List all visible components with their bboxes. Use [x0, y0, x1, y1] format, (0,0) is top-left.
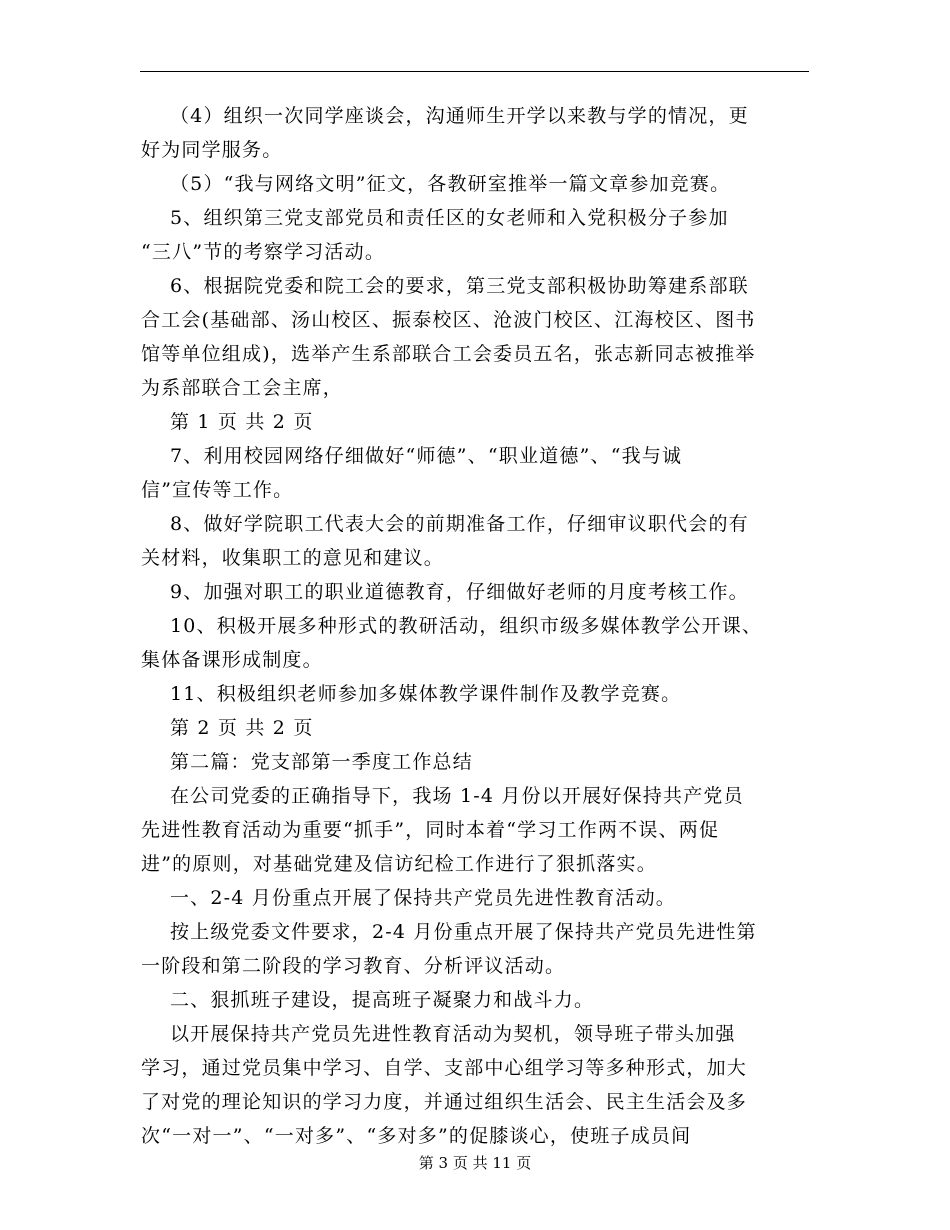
text-line: 合工会(基础部、汤山校区、振泰校区、沧波门校区、江海校区、图书: [141, 309, 756, 331]
text-line: 5、组织第三党支部党员和责任区的女老师和入党积极分子参加: [141, 207, 729, 229]
text-line: 信”宣传等工作。: [141, 479, 294, 501]
text-line: 馆等单位组成)，选举产生系部联合工会委员五名，张志新同志被推举: [141, 343, 756, 365]
text-line: 一、2-4 月份重点开展了保持共产党员先进性教育活动。: [141, 887, 676, 909]
text-line: 按上级党委文件要求，2-4 月份重点开展了保持共产党员先进性第: [141, 921, 757, 943]
text-line: 在公司党委的正确指导下，我场 1-4 月份以开展好保持共产党员: [141, 785, 744, 807]
page-footer: 第 3 页 共 11 页: [418, 1154, 532, 1172]
text-line: 进”的原则，对基础党建及信访纪检工作进行了狠抓落实。: [141, 853, 657, 875]
text-line: 集体备课形成制度。: [141, 649, 323, 671]
page-marker: 第 1 页 共 2 页: [141, 411, 314, 433]
text-line: 以开展保持共产党员先进性教育活动为契机，领导班子带头加强: [141, 1023, 736, 1045]
text-line: “三八”节的考察学习活动。: [141, 241, 386, 263]
text-line: 了对党的理论知识的学习力度，并通过组织生活会、民主生活会及多: [141, 1091, 748, 1113]
page-marker: 第 2 页 共 2 页: [141, 717, 314, 739]
text-line: 9、加强对职工的职业道德教育，仔细做好老师的月度考核工作。: [141, 581, 749, 603]
text-line: 先进性教育活动为重要“抓手”，同时本着“学习工作两不误、两促: [141, 819, 720, 841]
text-line: 好为同学服务。: [141, 139, 283, 161]
text-line: 6、根据院党委和院工会的要求，第三党支部积极协助筹建系部联: [141, 275, 749, 297]
text-line: 7、利用校园网络仔细做好“师德”、“职业道德”、“我与诚: [141, 445, 683, 467]
text-line: 次“一对一”、“一对多”、“多对多”的促膝谈心，使班子成员间: [141, 1125, 692, 1147]
text-line: 10、积极开展多种形式的教研活动，组织市级多媒体教学公开课、: [141, 615, 763, 637]
text-line: （4）组织一次同学座谈会，沟通师生开学以来教与学的情况，更: [141, 105, 749, 127]
section-title: 第二篇：党支部第一季度工作总结: [141, 751, 473, 773]
header-rule: [140, 71, 809, 72]
text-line: 为系部联合工会主席，: [141, 377, 344, 399]
text-line: 11、积极组织老师参加多媒体教学课件制作及教学竞赛。: [141, 683, 682, 705]
text-line: 二、狠抓班子建设，提高班子凝聚力和战斗力。: [141, 989, 595, 1011]
text-line: 关材料，收集职工的意见和建议。: [141, 547, 445, 569]
text-line: 一阶段和第二阶段的学习教育、分析评议活动。: [141, 955, 566, 977]
text-line: （5）“我与网络文明”征文，各教研室推举一篇文章参加竞赛。: [141, 173, 731, 195]
text-line: 8、做好学院职工代表大会的前期准备工作，仔细审议职代会的有: [141, 513, 749, 535]
text-line: 学习，通过党员集中学习、自学、支部中心组学习等多种形式，加大: [141, 1057, 748, 1079]
